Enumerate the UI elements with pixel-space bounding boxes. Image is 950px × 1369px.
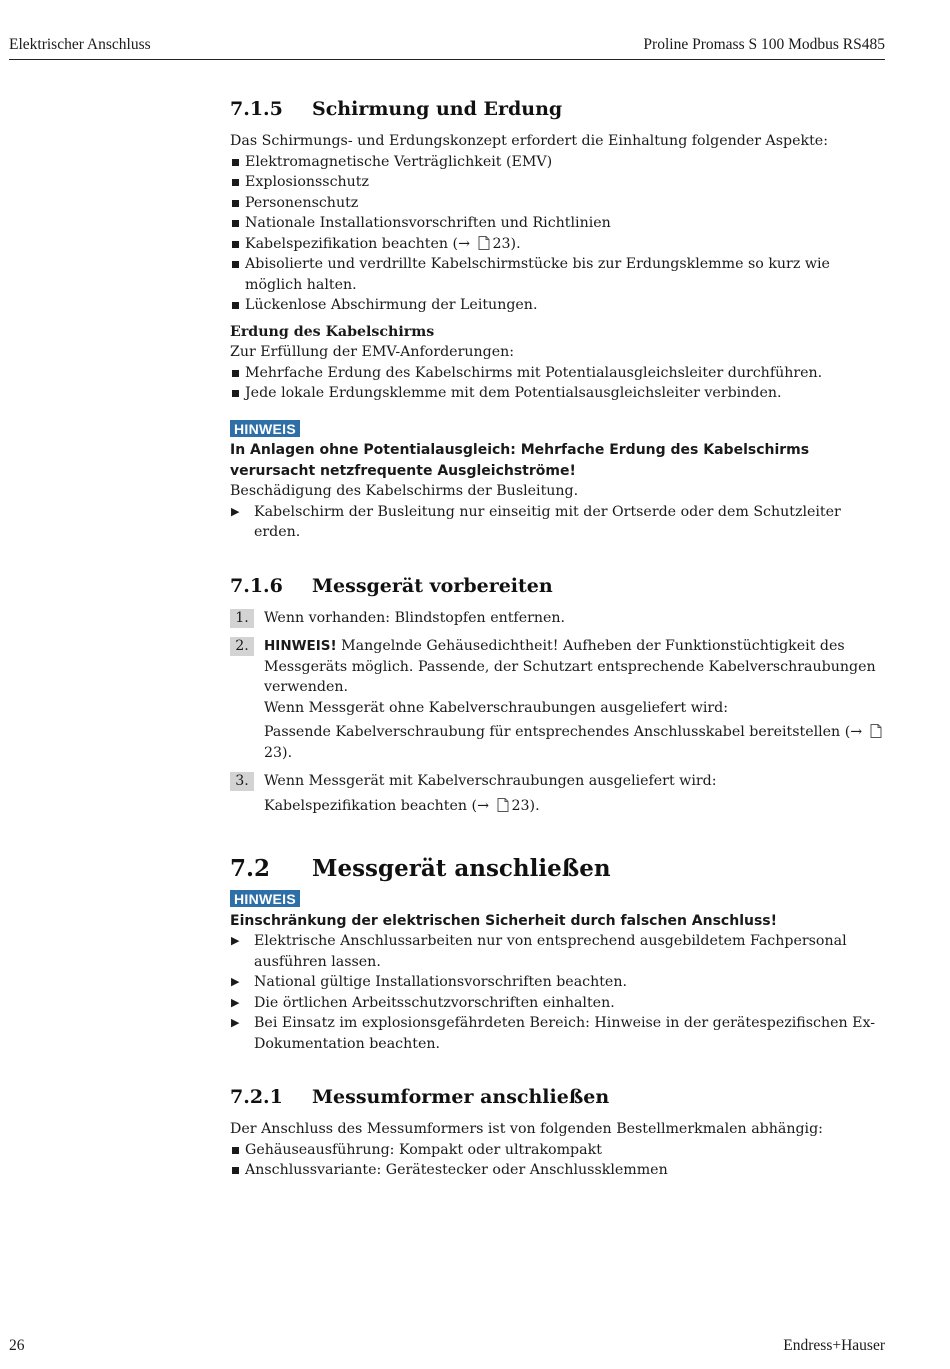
notice-title: Einschränkung der elektrischen Sicherheit durch falschen Anschluss!	[230, 912, 778, 929]
notice-block	[230, 420, 886, 543]
cable-spec-text: Kabelspezifikation beachten (→	[245, 235, 470, 252]
list-item: Jede lokale Erdungsklemme mit dem Potentialsausgleichsleiter verbinden.	[230, 383, 886, 404]
list-item: Nationale Installationsvorschriften und Richtlinien	[230, 213, 886, 234]
list-item-cable-spec	[230, 234, 886, 255]
page-reference-icon[interactable]	[497, 798, 509, 812]
section-number: 7.1.6	[230, 574, 283, 597]
section-heading-7-1-5	[230, 96, 886, 122]
step-body	[264, 636, 886, 763]
action-item: ▶ Elektrische Anschlussarbeiten nur von entsprechend ausgebildetem Fachpersonal ausführen lassen.	[230, 931, 886, 972]
section-title: Schirmung und Erdung	[312, 98, 563, 120]
bullet-list	[230, 363, 886, 404]
page-reference-icon[interactable]	[478, 236, 490, 250]
section-number: 7.2	[230, 855, 271, 882]
step-item	[230, 636, 886, 763]
list-item: Lückenlose Abschirmung der Leitungen.	[230, 295, 886, 316]
step-result	[264, 796, 886, 817]
step-item	[230, 771, 886, 816]
step-result	[264, 722, 886, 763]
subheading-cable-shield-grounding: Erdung des Kabelschirms	[230, 323, 435, 340]
action-item: ▶ Bei Einsatz im explosionsgefährdeten Bereich: Hinweise in der gerätespezifischen Ex-Dokumentation beachten.	[230, 1013, 886, 1054]
bullet-list	[230, 152, 886, 316]
action-list	[230, 931, 886, 1054]
notice-badge: HINWEIS	[230, 420, 300, 437]
header-section-title: Elektrischer Anschluss	[9, 36, 151, 53]
section-heading-7-2	[230, 854, 886, 884]
page-reference-icon[interactable]	[870, 724, 882, 738]
step-list	[230, 608, 886, 817]
step-text	[264, 636, 886, 698]
section-number: 7.2.1	[230, 1086, 283, 1108]
step-result-text: Passende Kabelverschraubung für entsprechendes Anschlusskabel bereitstellen (→	[264, 724, 863, 740]
list-item: Personenschutz	[230, 193, 886, 214]
step-number: 3.	[230, 772, 254, 791]
list-item: Gehäuseausführung: Kompakt oder ultrakompakt	[230, 1140, 886, 1161]
notice-block	[230, 890, 886, 1054]
brand-name: Endress+Hauser	[783, 1337, 885, 1354]
step-text: Wenn vorhanden: Blindstopfen entfernen.	[264, 609, 566, 626]
notice-consequence: Beschädigung des Kabelschirms der Busleitung.	[230, 483, 579, 499]
notice-title: In Anlagen ohne Potentialausgleich: Mehrfache Erdung des Kabelschirms verursacht netzfrequente Ausgleichströme!	[230, 442, 810, 479]
list-item: Abisolierte und verdrillte Kabelschirmstücke bis zur Erdungsklemme so kurz wie möglich halten.	[230, 254, 886, 295]
paragraph: Das Schirmungs- und Erdungskonzept erfordert die Einhaltung folgender Aspekte:	[230, 133, 828, 149]
step-number: 2.	[230, 637, 254, 656]
bullet-list	[230, 1140, 886, 1181]
action-list	[230, 502, 886, 543]
page-content	[230, 96, 886, 1181]
page-reference-link[interactable]: 23).	[511, 797, 540, 814]
section-title: Messumformer anschließen	[312, 1086, 610, 1108]
section-heading-7-2-1	[230, 1084, 886, 1110]
action-item: ▶ National gültige Installationsvorschriften beachten.	[230, 972, 886, 993]
page-number: 26	[9, 1337, 25, 1354]
header-product-name: Proline Promass S 100 Modbus RS485	[643, 36, 885, 53]
step-text: Wenn Messgerät mit Kabelverschraubungen ausgeliefert wird:	[264, 773, 717, 789]
action-item: ▶ Die örtlichen Arbeitsschutzvorschriften einhalten.	[230, 993, 886, 1014]
list-item: Anschlussvariante: Gerätestecker oder Anschlussklemmen	[230, 1160, 886, 1181]
paragraph: Zur Erfüllung der EMV-Anforderungen:	[230, 344, 515, 360]
page-header	[9, 30, 885, 60]
step-item	[230, 608, 886, 629]
list-item: Elektromagnetische Verträglichkeit (EMV)	[230, 152, 886, 173]
section-heading-7-1-6	[230, 573, 886, 599]
step-notice-label: HINWEIS!	[264, 638, 337, 654]
notice-badge: HINWEIS	[230, 890, 300, 907]
step-body	[264, 771, 886, 816]
step-number: 1.	[230, 609, 254, 628]
paragraph: Der Anschluss des Messumformers ist von folgenden Bestellmerkmalen abhängig:	[230, 1121, 823, 1137]
section-title: Messgerät anschließen	[312, 855, 611, 882]
page-reference-link[interactable]: 23).	[492, 235, 521, 252]
step-result-text: Kabelspezifikation beachten (→	[264, 797, 489, 814]
list-item: Mehrfache Erdung des Kabelschirms mit Potentialausgleichsleiter durchführen.	[230, 363, 886, 384]
step-notice-text: Mangelnde Gehäusedichtheit! Aufheben der Funktionstüchtigkeit des Messgeräts möglich. Passende, der Schutzart entsprechende Kabelverschraubungen verwenden.	[264, 638, 876, 695]
action-item: ▶ Kabelschirm der Busleitung nur einseitig mit der Ortserde oder dem Schutzleiter erden.	[230, 502, 886, 543]
page-reference-link[interactable]: 23).	[264, 744, 293, 761]
list-item: Explosionsschutz	[230, 172, 886, 193]
section-title: Messgerät vorbereiten	[312, 574, 553, 597]
section-number: 7.1.5	[230, 98, 283, 120]
step-condition: Wenn Messgerät ohne Kabelverschraubungen ausgeliefert wird:	[264, 699, 729, 716]
